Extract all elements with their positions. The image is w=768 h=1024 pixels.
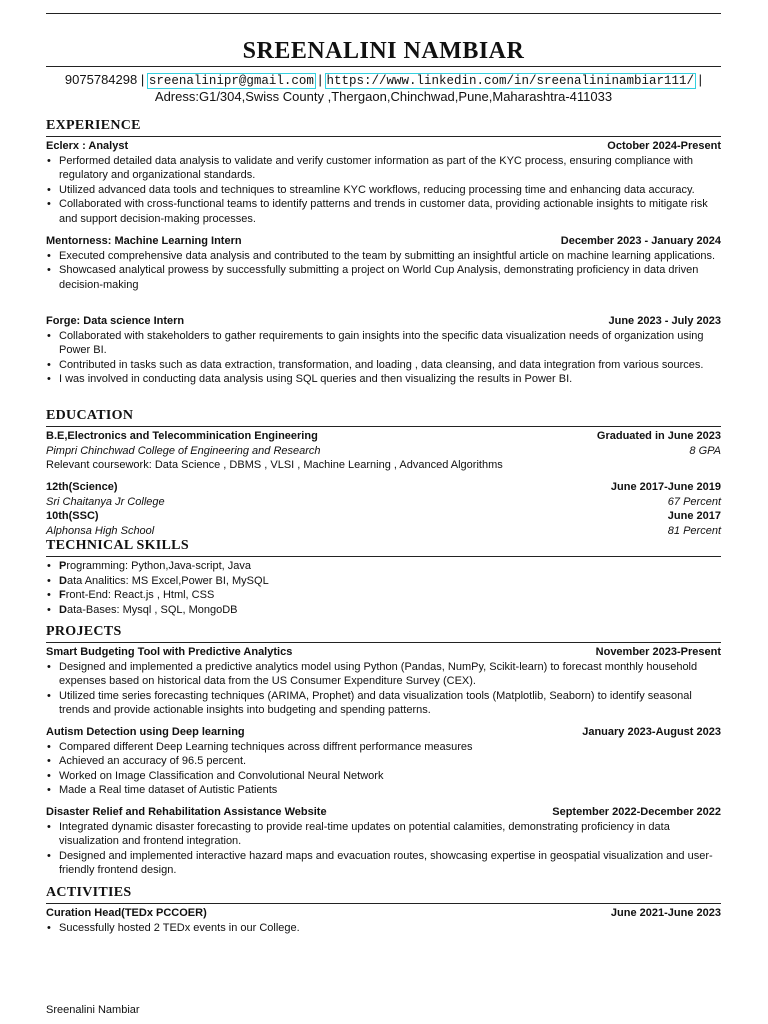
ssc-date: June 2017 xyxy=(667,510,721,523)
bullet-item: • I was involved in conducting data analysis using SQL queries and then visualizing the results in Power BI. xyxy=(46,372,721,387)
separator: | xyxy=(314,72,326,87)
skills-section xyxy=(46,537,721,557)
skill-item: • Data Analitics: MS Excel,Power BI, MySQL xyxy=(46,574,721,589)
bullet-item: • Collaborated with cross-functional teams to identify patterns and trends in customer data, providing actionable insights to mitigate risk and support decision-making processes. xyxy=(46,197,721,226)
section-title-education: EDUCATION xyxy=(46,408,134,423)
degree-title: B.E,Electronics and Telecomminication Engineering xyxy=(46,430,318,442)
experience-entry-mentorness xyxy=(46,234,721,292)
project-entry-budgeting xyxy=(46,645,721,718)
bullet-item: • Designed and implemented interactive hazard maps and evacuation routes, showcasing expertise in geospatial visualization and user-friendly frontend design. xyxy=(46,849,721,878)
project-title: Disaster Relief and Rehabilitation Assistance Website xyxy=(46,806,327,818)
bullet-item: • Integrated dynamic disaster forecasting to provide real-time updates on potential calamities, demonstrating proficiency in data visualization and frontend integration. xyxy=(46,820,721,849)
project-title: Autism Detection using Deep learning xyxy=(46,726,245,738)
bullet-item: • Achieved an accuracy of 96.5 percent. xyxy=(46,754,721,769)
section-rule xyxy=(46,903,721,904)
experience-entry-eclerx xyxy=(46,139,721,227)
section-rule xyxy=(46,136,721,137)
role-title: Forge: Data science Intern xyxy=(46,315,185,327)
page-footer: Sreenalini Nambiar xyxy=(46,1004,140,1016)
ssc-score: 81 Percent xyxy=(667,524,721,537)
project-title: Smart Budgeting Tool with Predictive Analytics xyxy=(46,646,293,658)
projects-section xyxy=(46,623,721,643)
ssc-title: 10th(SSC) xyxy=(46,510,99,523)
ssc-school: Alphonsa High School xyxy=(46,524,155,537)
bullet-item: • Executed comprehensive data analysis and contributed to the team by submitting an insightful article on machine learning applications. xyxy=(46,249,721,264)
hsc-school: Sri Chaitanya Jr College xyxy=(46,495,165,508)
activity-entry-tedx xyxy=(46,906,721,935)
section-title-activities: ACTIVITIES xyxy=(46,885,132,900)
education-entry-hsc xyxy=(46,480,721,538)
project-entry-disaster xyxy=(46,805,721,878)
project-date: January 2023-August 2023 xyxy=(582,726,721,738)
section-rule xyxy=(46,426,721,427)
bullet-item: • Worked on Image Classification and Convolutional Neural Network xyxy=(46,769,721,784)
project-entry-autism xyxy=(46,725,721,798)
degree-date: Graduated in June 2023 xyxy=(596,430,721,442)
bullet-item: • Made a Real time dataset of Autistic Patients xyxy=(46,783,721,798)
bullet-item: • Performed detailed data analysis to validate and verify customer information as part of the KYC process, ensuring compliance with regulatory and organizational standards. xyxy=(46,154,721,183)
role-date: October 2024-Present xyxy=(607,140,721,152)
activities-section xyxy=(46,884,721,904)
project-date: November 2023-Present xyxy=(595,646,721,658)
hsc-date: June 2017-June 2019 xyxy=(610,481,721,493)
bullet-item: • Utilized advanced data tools and techniques to streamline KYC workflows, reducing processing time and enhancing data accuracy. xyxy=(46,183,721,198)
coursework: Relevant coursework: Data Science , DBMS , VLSI , Machine Learning , Advanced Algorithms xyxy=(46,459,503,472)
bullet-item: • Collaborated with stakeholders to gather requirements to gain insights into the specific data visualization needs of organization using Power BI. xyxy=(46,329,721,358)
experience-section xyxy=(46,117,721,137)
education-section xyxy=(46,407,721,427)
section-title-experience: EXPERIENCE xyxy=(46,118,141,133)
experience-entry-forge xyxy=(46,314,721,387)
bullet-item: • Utilized time series forecasting techniques (ARIMA, Prophet) and data visualization tools (Matplotlib, Seaborn) to identify seasonal trends and provide actionable insights into budgeting and spending patterns. xyxy=(46,689,721,718)
activity-date: June 2021-June 2023 xyxy=(610,907,721,919)
skill-item: • Front-End: React.js , Html, CSS xyxy=(46,588,721,603)
name-rule xyxy=(46,66,721,67)
skill-item: • Programming: Python,Java-script, Java xyxy=(46,559,721,574)
hsc-title: 12th(Science) xyxy=(46,481,118,493)
phone-number: 9075784298 xyxy=(64,72,138,87)
role-title: Eclerx : Analyst xyxy=(46,140,129,152)
college-name: Pimpri Chinchwad College of Engineering and Research xyxy=(46,444,321,457)
candidate-name: SREENALINI NAMBIAR xyxy=(242,38,525,64)
skills-list xyxy=(46,559,721,617)
hsc-score: 67 Percent xyxy=(667,495,721,508)
top-rule xyxy=(46,13,721,14)
gpa-value: 8 GPA xyxy=(689,444,721,457)
section-rule xyxy=(46,556,721,557)
separator: | xyxy=(695,72,703,87)
separator: | xyxy=(140,72,148,87)
section-rule xyxy=(46,642,721,643)
bullet-item: • Sucessfully hosted 2 TEDx events in our College. xyxy=(46,921,721,936)
linkedin-link[interactable]: https://www.linkedin.com/in/sreenalininambiar111/ xyxy=(326,74,695,88)
bullet-item: • Contributed in tasks such as data extraction, transformation, and loading , data cleansing, and data integration from various sources. xyxy=(46,358,721,373)
role-date: June 2023 - July 2023 xyxy=(608,315,721,327)
section-title-skills: TECHNICAL SKILLS xyxy=(46,538,189,553)
email-link[interactable]: sreenalinipr@gmail.com xyxy=(148,74,314,88)
skill-item: • Data-Bases: Mysql , SQL, MongoDB xyxy=(46,603,721,618)
bullet-item: • Showcased analytical prowess by successfully submitting a project on World Cup Analysis, demonstrating proficiency in data driven decision-making xyxy=(46,263,721,292)
address-line: Adress:G1/304,Swiss County ,Thergaon,Chinchwad,Pune,Maharashtra-411033 xyxy=(154,89,613,104)
education-entry-degree xyxy=(46,429,721,473)
role-date: December 2023 - January 2024 xyxy=(560,235,721,247)
bullet-item: • Designed and implemented a predictive analytics model using Python (Pandas, NumPy, Scikit-learn) to forecast monthly household expenses based on historical data from the US Consumer Expenditure Survey (CEX). xyxy=(46,660,721,689)
section-title-projects: PROJECTS xyxy=(46,624,122,639)
contact-line xyxy=(46,71,721,90)
role-title: Mentorness: Machine Learning Intern xyxy=(46,235,242,247)
project-date: September 2022-December 2022 xyxy=(552,806,721,818)
activity-title: Curation Head(TEDx PCCOER) xyxy=(46,907,207,919)
bullet-item: • Compared different Deep Learning techniques across diffrent performance measures xyxy=(46,740,721,755)
